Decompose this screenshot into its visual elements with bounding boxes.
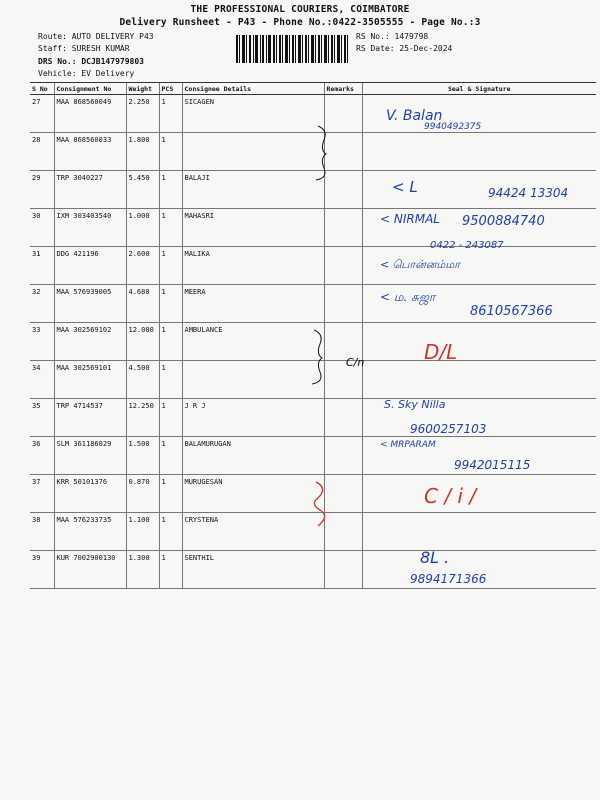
cell-consignee: AMBULANCE: [182, 323, 324, 361]
signature-29: < L: [392, 178, 418, 196]
cell-weight: 5.450: [126, 171, 159, 209]
header-pcs: PCS: [159, 83, 182, 95]
cell-consignment-no: DDG 421196: [54, 247, 126, 285]
rs-date: RS Date: 25-Dec-2024: [356, 44, 453, 53]
cell-signature: [362, 133, 596, 171]
signature-30: < NIRMAL: [380, 212, 440, 226]
cell-consignment-no: MAA 868560033: [54, 133, 126, 171]
cell-sno: 31: [30, 247, 54, 285]
route-label: Route: AUTO DELIVERY P43: [38, 32, 154, 41]
cell-consignee: SICAGEN: [182, 95, 324, 133]
table-header-row: [30, 83, 596, 95]
phone-36: 9942015115: [454, 458, 531, 472]
cell-sno: 32: [30, 285, 54, 323]
table-row: [30, 361, 596, 399]
cell-sno: 30: [30, 209, 54, 247]
cell-consignment-no: IXM 303403540: [54, 209, 126, 247]
cell-remarks: [324, 209, 362, 247]
table-row: [30, 323, 596, 361]
cell-consignee: [182, 361, 324, 399]
cell-consignment-no: MAA 576939005: [54, 285, 126, 323]
cell-sno: 37: [30, 475, 54, 513]
cell-sno: 39: [30, 551, 54, 589]
phone-29: 94424 13304: [488, 186, 569, 200]
cell-remarks: [324, 247, 362, 285]
table-row: [30, 475, 596, 513]
signature-36: < MRPARAM: [380, 440, 436, 450]
cell-weight: 12.000: [126, 323, 159, 361]
company-title: THE PROFESSIONAL COURIERS, COIMBATORE: [190, 4, 410, 15]
rs-number: RS No.: 1479798: [356, 32, 429, 41]
cell-consignment-no: MAA 576233735: [54, 513, 126, 551]
cell-remarks: [324, 399, 362, 437]
cell-consignment-no: TRP 4714537: [54, 399, 126, 437]
cell-sno: 28: [30, 133, 54, 171]
cell-pcs: 1: [159, 247, 182, 285]
header-consignment: Consignment No: [54, 83, 126, 95]
cell-consignee: J R J: [182, 399, 324, 437]
cell-consignment-no: MAA 302569102: [54, 323, 126, 361]
cell-remarks: [324, 551, 362, 589]
signature-32: < ம. சுஜா: [380, 290, 436, 304]
cell-weight: 1.100: [126, 513, 159, 551]
table-row: [30, 95, 596, 133]
header-sno: S No: [30, 83, 54, 95]
signature-27: V. Balan: [386, 108, 443, 124]
cell-sno: 29: [30, 171, 54, 209]
cell-weight: 1.300: [126, 551, 159, 589]
header-remarks: Remarks: [324, 83, 362, 95]
signature-33: D/L: [424, 340, 458, 364]
cell-remarks: [324, 323, 362, 361]
cell-consignment-no: MAA 868560049: [54, 95, 126, 133]
phone-32: 8610567366: [470, 304, 553, 319]
header-weight: Weight: [126, 83, 159, 95]
cell-pcs: 1: [159, 475, 182, 513]
cell-weight: 4.680: [126, 285, 159, 323]
cell-remarks: [324, 285, 362, 323]
signature-35: S. Sky Nilla: [384, 398, 446, 411]
header-consignee: Consignee Details: [182, 83, 324, 95]
cell-consignee: BALAMURUGAN: [182, 437, 324, 475]
cell-consignment-no: MAA 302569101: [54, 361, 126, 399]
signature-31: < பொன்னம்மா: [380, 258, 460, 271]
table-row: [30, 399, 596, 437]
table-row: [30, 247, 596, 285]
cell-pcs: 1: [159, 323, 182, 361]
cell-remarks: [324, 95, 362, 133]
phone-39: 9894171366: [410, 572, 487, 586]
table-row: [30, 551, 596, 589]
phone-31: 0422 - 243087: [430, 240, 504, 251]
cell-signature: [362, 361, 596, 399]
cell-pcs: 1: [159, 209, 182, 247]
cell-weight: 4.500: [126, 361, 159, 399]
runsheet-subtitle: Delivery Runsheet - P43 - Phone No.:0422-3505555 - Page No.:3: [119, 17, 481, 28]
cell-consignee: MEERA: [182, 285, 324, 323]
cell-sno: 33: [30, 323, 54, 361]
cell-signature: [362, 323, 596, 361]
cell-remarks: [324, 475, 362, 513]
staff-label: Staff: SURESH KUMAR: [38, 44, 130, 53]
cell-consignment-no: TRP 3040227: [54, 171, 126, 209]
cell-pcs: 1: [159, 361, 182, 399]
cell-consignment-no: KRR 50101376: [54, 475, 126, 513]
cell-pcs: 1: [159, 551, 182, 589]
remark-33: C/n: [346, 356, 365, 369]
cell-pcs: 1: [159, 399, 182, 437]
cell-consignee: BALAJI: [182, 171, 324, 209]
cell-pcs: 1: [159, 171, 182, 209]
vehicle-label: Vehicle: EV Delivery: [38, 69, 135, 78]
signature-39: 8L .: [420, 548, 450, 567]
cell-consignee: MURUGESAN: [182, 475, 324, 513]
cell-consignment-no: SLM 361186029: [54, 437, 126, 475]
cell-pcs: 1: [159, 437, 182, 475]
signature-37: C / i /: [424, 484, 477, 508]
cell-weight: 1.500: [126, 437, 159, 475]
cell-sno: 36: [30, 437, 54, 475]
cell-consignee: SENTHIL: [182, 551, 324, 589]
cell-weight: 2.250: [126, 95, 159, 133]
cell-pcs: 1: [159, 513, 182, 551]
table-row: [30, 513, 596, 551]
table-row: [30, 133, 596, 171]
cell-remarks: [324, 437, 362, 475]
cell-consignee: MAHASRI: [182, 209, 324, 247]
drs-number: DRS No.: DCJB147979803: [38, 57, 144, 66]
cell-weight: 2.600: [126, 247, 159, 285]
cell-weight: 12.250: [126, 399, 159, 437]
cell-signature: [362, 513, 596, 551]
cell-remarks: [324, 513, 362, 551]
cell-pcs: 1: [159, 133, 182, 171]
cell-sno: 27: [30, 95, 54, 133]
cell-consignee: [182, 133, 324, 171]
cell-remarks: [324, 171, 362, 209]
cell-consignee: MALIKA: [182, 247, 324, 285]
cell-consignee: CRYSTENA: [182, 513, 324, 551]
cell-sno: 38: [30, 513, 54, 551]
cell-remarks: [324, 133, 362, 171]
cell-consignment-no: KUR 7002900130: [54, 551, 126, 589]
cell-weight: 1.000: [126, 209, 159, 247]
header-signature: Seal & Signature: [362, 83, 596, 95]
cell-signature: [362, 475, 596, 513]
phone-35: 9600257103: [410, 422, 487, 436]
phone-30: 9500884740: [462, 214, 545, 229]
cell-sno: 34: [30, 361, 54, 399]
cell-sno: 35: [30, 399, 54, 437]
cell-pcs: 1: [159, 95, 182, 133]
phone-27: 9940492375: [424, 122, 482, 132]
cell-weight: 0.870: [126, 475, 159, 513]
runsheet-table: [30, 82, 596, 589]
cell-pcs: 1: [159, 285, 182, 323]
barcode-image: [236, 35, 348, 63]
cell-weight: 1.800: [126, 133, 159, 171]
